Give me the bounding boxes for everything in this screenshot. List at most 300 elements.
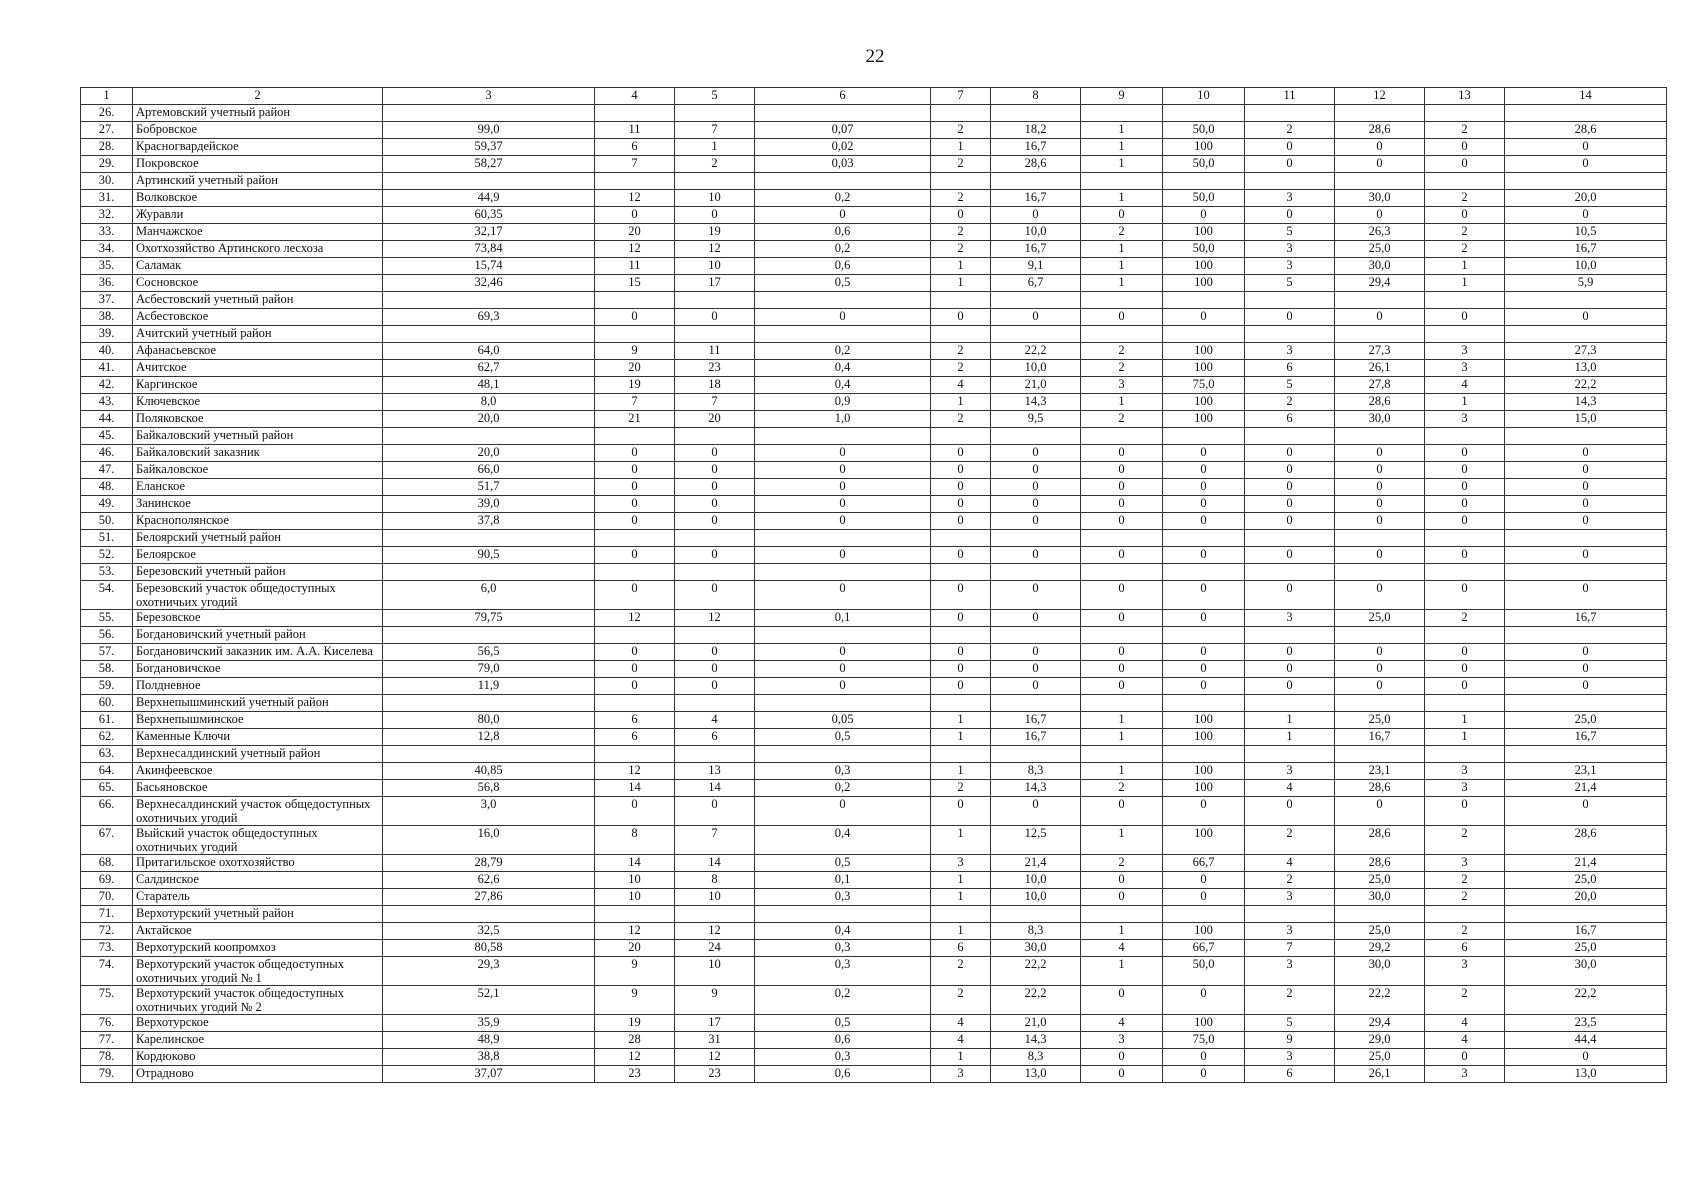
table-row [81, 139, 1667, 156]
table-cell [1081, 564, 1163, 581]
table-cell: 16,7 [1335, 729, 1425, 746]
table-cell: 5 [1245, 377, 1335, 394]
table-cell: 5 [1245, 1015, 1335, 1032]
table-cell: 6 [1245, 411, 1335, 428]
table-cell: 0 [1335, 156, 1425, 173]
table-cell: 8 [675, 872, 755, 889]
table-cell: 0 [1081, 986, 1163, 1015]
table-cell: 7 [1245, 940, 1335, 957]
table-row [81, 190, 1667, 207]
table-row [81, 986, 1667, 1015]
table-cell: 0 [1335, 547, 1425, 564]
table-cell: 6 [931, 940, 991, 957]
row-name: Манчажское [133, 224, 383, 241]
table-row [81, 872, 1667, 889]
table-cell: 12 [595, 1049, 675, 1066]
table-cell: 2 [931, 343, 991, 360]
row-name: Байкаловский учетный район [133, 428, 383, 445]
table-row [81, 496, 1667, 513]
table-cell: 0 [1335, 644, 1425, 661]
table-cell: 0 [755, 496, 931, 513]
table-cell: 44,9 [383, 190, 595, 207]
table-cell: 0 [1163, 986, 1245, 1015]
table-cell: 8,0 [383, 394, 595, 411]
table-cell: 0 [755, 462, 931, 479]
table-cell: 1 [1081, 957, 1163, 986]
table-cell: 0 [1163, 797, 1245, 826]
table-cell: 0 [675, 207, 755, 224]
table-cell [755, 564, 931, 581]
row-number: 55. [81, 610, 133, 627]
table-cell [755, 695, 931, 712]
table-cell [1081, 906, 1163, 923]
row-name: Кордюково [133, 1049, 383, 1066]
table-cell: 29,3 [383, 957, 595, 986]
table-cell: 25,0 [1335, 712, 1425, 729]
table-cell: 20,0 [1505, 889, 1667, 906]
table-cell: 0 [931, 513, 991, 530]
table-cell: 25,0 [1505, 940, 1667, 957]
table-cell: 9,5 [991, 411, 1081, 428]
table-cell [1425, 428, 1505, 445]
table-cell [595, 906, 675, 923]
column-header: 4 [595, 88, 675, 105]
row-number: 50. [81, 513, 133, 530]
table-cell [1425, 292, 1505, 309]
table-cell: 100 [1163, 1015, 1245, 1032]
table-cell: 1 [675, 139, 755, 156]
table-cell [1245, 746, 1335, 763]
row-number: 44. [81, 411, 133, 428]
table-cell [991, 428, 1081, 445]
table-cell: 1 [1081, 729, 1163, 746]
row-name: Березовский участок общедоступных охотничьих угодий [133, 581, 383, 610]
table-row [81, 678, 1667, 695]
table-cell: 2 [931, 190, 991, 207]
row-number: 51. [81, 530, 133, 547]
table-cell: 25,0 [1505, 872, 1667, 889]
table-cell: 6,7 [991, 275, 1081, 292]
table-cell: 0 [675, 678, 755, 695]
table-cell: 20 [675, 411, 755, 428]
table-cell [991, 564, 1081, 581]
table-cell: 0 [595, 479, 675, 496]
table-row [81, 564, 1667, 581]
row-number: 65. [81, 780, 133, 797]
table-cell [755, 746, 931, 763]
table-cell: 0,6 [755, 258, 931, 275]
row-number: 36. [81, 275, 133, 292]
table-row [81, 923, 1667, 940]
column-header: 11 [1245, 88, 1335, 105]
table-cell: 8,3 [991, 923, 1081, 940]
table-cell [383, 695, 595, 712]
row-number: 29. [81, 156, 133, 173]
table-cell: 10 [595, 872, 675, 889]
row-name: Актайское [133, 923, 383, 940]
table-cell: 30,0 [1335, 889, 1425, 906]
table-cell: 6 [595, 729, 675, 746]
table-cell: 0 [991, 445, 1081, 462]
table-cell: 0 [755, 207, 931, 224]
row-name: Асбестовский учетный район [133, 292, 383, 309]
table-cell: 17 [675, 1015, 755, 1032]
row-name: Каргинское [133, 377, 383, 394]
table-row [81, 275, 1667, 292]
table-cell: 0 [1425, 581, 1505, 610]
table-header-row [81, 88, 1667, 105]
table-cell [675, 173, 755, 190]
table-cell: 30,0 [1505, 957, 1667, 986]
table-cell: 0 [1335, 581, 1425, 610]
table-cell [1425, 627, 1505, 644]
table-cell: 2 [931, 986, 991, 1015]
row-name: Верхнесалдинский учетный район [133, 746, 383, 763]
table-cell: 0 [991, 496, 1081, 513]
row-number: 56. [81, 627, 133, 644]
row-number: 61. [81, 712, 133, 729]
column-header: 5 [675, 88, 755, 105]
table-cell: 0 [1425, 462, 1505, 479]
table-cell: 0 [1081, 445, 1163, 462]
table-cell: 0,6 [755, 224, 931, 241]
row-number: 26. [81, 105, 133, 122]
table-cell: 0 [991, 479, 1081, 496]
table-row [81, 173, 1667, 190]
table-cell: 0 [675, 797, 755, 826]
table-cell: 0 [1505, 581, 1667, 610]
table-cell [675, 428, 755, 445]
table-cell: 0,2 [755, 241, 931, 258]
table-cell: 1 [1425, 275, 1505, 292]
table-cell: 0 [1163, 479, 1245, 496]
table-cell: 0 [1163, 1049, 1245, 1066]
table-cell [1163, 173, 1245, 190]
table-row [81, 445, 1667, 462]
table-cell: 1 [931, 889, 991, 906]
table-cell: 99,0 [383, 122, 595, 139]
column-header: 13 [1425, 88, 1505, 105]
table-cell [383, 105, 595, 122]
table-cell: 4 [675, 712, 755, 729]
table-cell: 0 [931, 581, 991, 610]
table-cell: 0 [1163, 207, 1245, 224]
table-cell: 0,5 [755, 855, 931, 872]
table-cell: 10,0 [1505, 258, 1667, 275]
table-cell: 0,6 [755, 1066, 931, 1083]
row-number: 59. [81, 678, 133, 695]
table-cell: 22,2 [1505, 377, 1667, 394]
table-cell: 1 [1081, 258, 1163, 275]
table-cell [1425, 173, 1505, 190]
table-row [81, 797, 1667, 826]
table-cell: 14,3 [1505, 394, 1667, 411]
table-cell: 66,7 [1163, 940, 1245, 957]
table-row [81, 712, 1667, 729]
row-number: 33. [81, 224, 133, 241]
table-cell: 1 [1245, 712, 1335, 729]
table-cell: 32,17 [383, 224, 595, 241]
table-cell [931, 428, 991, 445]
table-cell: 0 [931, 644, 991, 661]
table-cell: 16,7 [991, 241, 1081, 258]
column-header: 6 [755, 88, 931, 105]
table-cell: 100 [1163, 763, 1245, 780]
table-cell: 3 [1245, 610, 1335, 627]
table-cell: 3 [1425, 957, 1505, 986]
table-cell [383, 906, 595, 923]
row-name: Афанасьевское [133, 343, 383, 360]
table-cell: 0 [1081, 889, 1163, 906]
table-cell: 30,0 [1335, 411, 1425, 428]
table-cell [1505, 564, 1667, 581]
table-cell: 0 [1505, 309, 1667, 326]
row-name: Покровское [133, 156, 383, 173]
table-cell [1505, 695, 1667, 712]
table-cell: 0 [1335, 139, 1425, 156]
table-cell [755, 428, 931, 445]
table-cell: 0 [1163, 678, 1245, 695]
table-cell: 2 [931, 360, 991, 377]
row-number: 38. [81, 309, 133, 326]
table-row [81, 258, 1667, 275]
table-cell: 2 [931, 411, 991, 428]
table-cell: 14 [675, 855, 755, 872]
table-cell: 1 [931, 712, 991, 729]
table-cell: 3 [1245, 923, 1335, 940]
table-cell: 2 [931, 957, 991, 986]
table-cell: 11,9 [383, 678, 595, 695]
table-cell: 6 [1425, 940, 1505, 957]
table-cell: 14 [595, 855, 675, 872]
table-cell: 37,8 [383, 513, 595, 530]
table-cell: 0 [991, 610, 1081, 627]
table-cell: 50,0 [1163, 241, 1245, 258]
table-row [81, 428, 1667, 445]
table-cell: 25,0 [1335, 1049, 1425, 1066]
table-cell [991, 695, 1081, 712]
table-cell [1081, 292, 1163, 309]
row-number: 45. [81, 428, 133, 445]
table-cell: 16,7 [1505, 923, 1667, 940]
table-cell: 6 [595, 712, 675, 729]
table-cell: 0 [1245, 547, 1335, 564]
table-cell: 12 [595, 190, 675, 207]
table-cell: 0 [1505, 644, 1667, 661]
table-cell: 0 [1163, 496, 1245, 513]
column-header: 7 [931, 88, 991, 105]
table-cell [931, 173, 991, 190]
table-cell: 3 [1425, 780, 1505, 797]
table-cell [383, 428, 595, 445]
table-cell [1081, 746, 1163, 763]
table-cell [1081, 105, 1163, 122]
table-cell: 2 [1245, 394, 1335, 411]
row-number: 35. [81, 258, 133, 275]
table-cell: 0 [675, 309, 755, 326]
table-cell: 0 [1505, 207, 1667, 224]
table-cell: 0 [991, 462, 1081, 479]
table-cell: 20 [595, 360, 675, 377]
table-cell: 0 [1245, 644, 1335, 661]
table-cell: 50,0 [1163, 156, 1245, 173]
table-cell [1335, 530, 1425, 547]
table-cell [1245, 428, 1335, 445]
row-number: 71. [81, 906, 133, 923]
table-cell: 1,0 [755, 411, 931, 428]
table-cell: 0 [1505, 445, 1667, 462]
row-number: 48. [81, 479, 133, 496]
row-number: 63. [81, 746, 133, 763]
row-name: Старатель [133, 889, 383, 906]
table-cell [1335, 695, 1425, 712]
column-header: 1 [81, 88, 133, 105]
row-name: Притагильское охотхозяйство [133, 855, 383, 872]
row-name: Артинский учетный район [133, 173, 383, 190]
table-cell [1163, 428, 1245, 445]
table-cell: 0 [991, 644, 1081, 661]
table-cell [383, 173, 595, 190]
row-number: 39. [81, 326, 133, 343]
table-cell: 0 [1425, 479, 1505, 496]
table-cell: 32,5 [383, 923, 595, 940]
table-cell: 30,0 [1335, 957, 1425, 986]
table-cell: 5,9 [1505, 275, 1667, 292]
table-cell [383, 326, 595, 343]
table-row [81, 644, 1667, 661]
table-cell: 79,75 [383, 610, 595, 627]
table-cell: 0 [931, 462, 991, 479]
table-cell: 0 [1425, 513, 1505, 530]
table-cell: 2 [1245, 872, 1335, 889]
table-cell: 0 [1505, 462, 1667, 479]
table-cell: 3 [1425, 411, 1505, 428]
table-cell: 13,0 [991, 1066, 1081, 1083]
table-cell: 0 [1425, 661, 1505, 678]
table-cell: 0 [1081, 1066, 1163, 1083]
table-cell: 15 [595, 275, 675, 292]
table-cell [1505, 627, 1667, 644]
table-cell: 58,27 [383, 156, 595, 173]
table-cell: 21,0 [991, 1015, 1081, 1032]
table-cell: 1 [1081, 923, 1163, 940]
table-cell [1505, 906, 1667, 923]
table-row [81, 763, 1667, 780]
table-cell [991, 906, 1081, 923]
table-cell: 2 [1425, 224, 1505, 241]
column-header: 14 [1505, 88, 1667, 105]
table-cell [675, 746, 755, 763]
table-cell: 0 [1335, 661, 1425, 678]
table-cell: 0 [1163, 309, 1245, 326]
table-cell: 22,2 [1505, 986, 1667, 1015]
row-number: 40. [81, 343, 133, 360]
table-cell: 6,0 [383, 581, 595, 610]
table-cell: 0,2 [755, 986, 931, 1015]
table-cell: 0 [1425, 496, 1505, 513]
table-cell: 100 [1163, 729, 1245, 746]
row-name: Верхотурский коопромхоз [133, 940, 383, 957]
row-number: 58. [81, 661, 133, 678]
table-cell: 28,6 [1505, 122, 1667, 139]
table-cell: 28,6 [1335, 394, 1425, 411]
table-cell: 12 [675, 1049, 755, 1066]
column-header: 10 [1163, 88, 1245, 105]
table-cell: 28,6 [1505, 826, 1667, 855]
table-cell: 0 [1335, 207, 1425, 224]
table-cell [1505, 173, 1667, 190]
table-cell: 59,37 [383, 139, 595, 156]
table-cell: 10 [675, 258, 755, 275]
table-row [81, 326, 1667, 343]
table-cell [1425, 695, 1505, 712]
table-cell: 0 [675, 513, 755, 530]
table-cell: 3,0 [383, 797, 595, 826]
table-cell: 19 [675, 224, 755, 241]
table-cell: 12 [675, 241, 755, 258]
table-cell: 10 [675, 957, 755, 986]
table-cell: 6 [1245, 1066, 1335, 1083]
table-cell: 10,0 [991, 872, 1081, 889]
table-cell: 50,0 [1163, 122, 1245, 139]
table-cell: 4 [931, 377, 991, 394]
table-cell: 16,7 [991, 139, 1081, 156]
row-name: Верхнепышминский учетный район [133, 695, 383, 712]
table-cell: 12 [595, 923, 675, 940]
table-cell: 22,2 [991, 343, 1081, 360]
table-cell [1163, 292, 1245, 309]
table-cell: 0 [1335, 445, 1425, 462]
row-name: Байкаловское [133, 462, 383, 479]
column-header: 8 [991, 88, 1081, 105]
table-cell: 28,79 [383, 855, 595, 872]
row-number: 41. [81, 360, 133, 377]
table-cell: 10 [675, 190, 755, 207]
table-cell [1335, 906, 1425, 923]
table-cell: 0 [1081, 479, 1163, 496]
table-cell: 0 [1505, 513, 1667, 530]
table-cell: 8,3 [991, 1049, 1081, 1066]
table-cell: 0 [1081, 610, 1163, 627]
table-cell: 19 [595, 377, 675, 394]
row-name: Верхнесалдинский участок общедоступных охотничьих угодий [133, 797, 383, 826]
table-row [81, 479, 1667, 496]
row-number: 47. [81, 462, 133, 479]
table-cell: 0 [1081, 678, 1163, 695]
table-cell: 0 [755, 547, 931, 564]
table-cell: 0,03 [755, 156, 931, 173]
table-cell: 1 [1425, 394, 1505, 411]
table-cell: 0 [595, 445, 675, 462]
table-row [81, 292, 1667, 309]
table-row [81, 855, 1667, 872]
table-cell: 20,0 [383, 445, 595, 462]
table-cell: 0 [991, 797, 1081, 826]
table-cell: 1 [931, 729, 991, 746]
table-cell: 0,3 [755, 1049, 931, 1066]
table-cell: 3 [1245, 889, 1335, 906]
table-cell: 2 [1425, 986, 1505, 1015]
table-cell [595, 627, 675, 644]
table-row [81, 940, 1667, 957]
table-cell: 0 [1505, 797, 1667, 826]
table-cell: 100 [1163, 275, 1245, 292]
table-cell [931, 746, 991, 763]
table-cell [991, 105, 1081, 122]
table-row [81, 309, 1667, 326]
table-cell [595, 530, 675, 547]
table-cell: 2 [1081, 343, 1163, 360]
